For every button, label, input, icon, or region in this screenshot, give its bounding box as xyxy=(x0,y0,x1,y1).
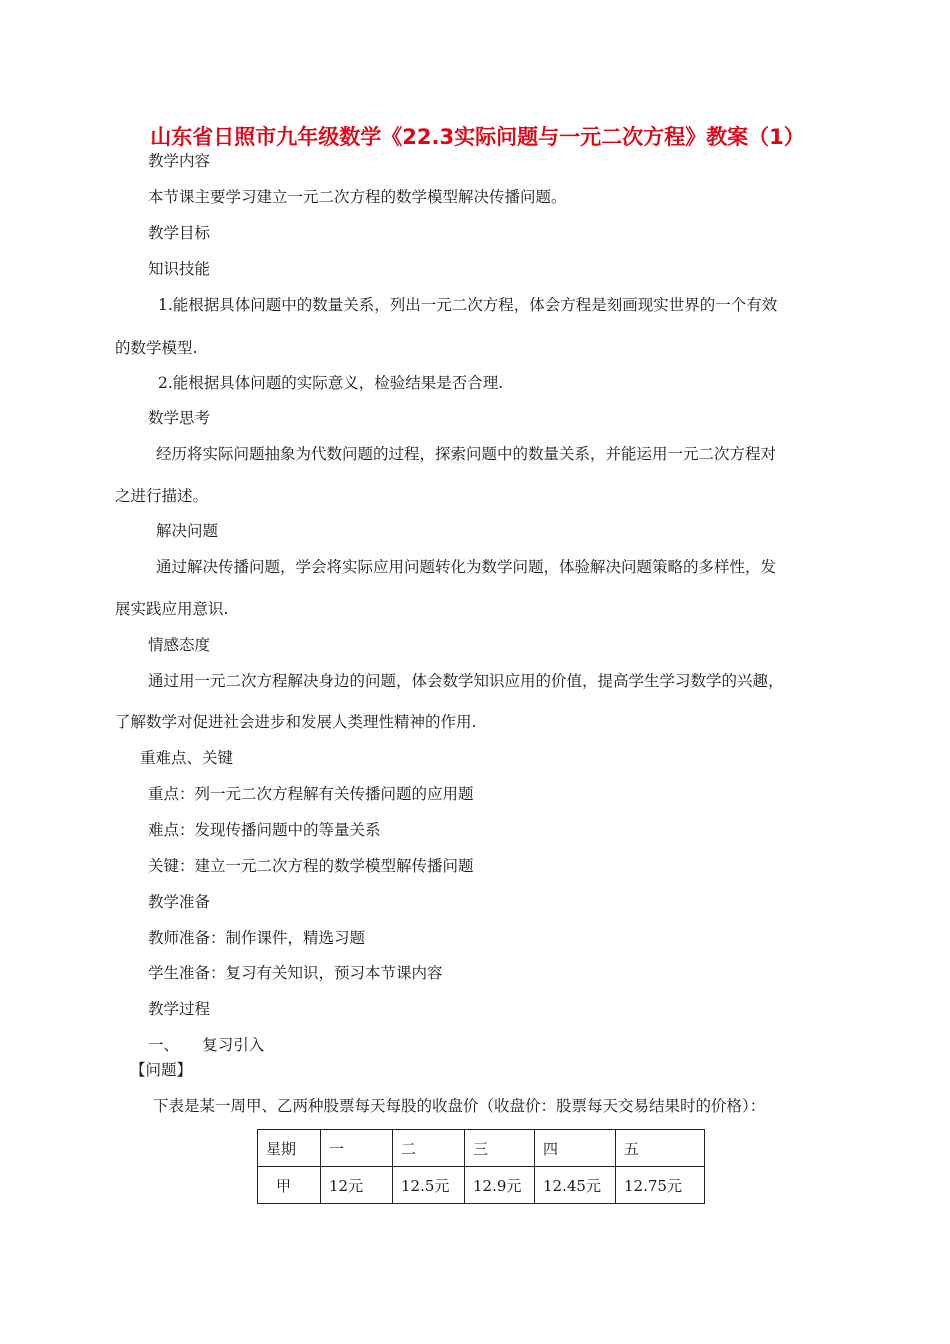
heading-teaching-process: 教学过程 xyxy=(148,1000,211,1018)
paragraph-problem-solving: 通过解决传播问题，学会将实际应用问题转化为数学问题，体验解决问题策略的多样性，发 xyxy=(156,558,777,576)
goal-item-2: 2.能根据具体问题的实际意义，检验结果是否合理. xyxy=(158,374,504,392)
heading-math-thinking: 数学思考 xyxy=(148,409,211,427)
preparation-student: 学生准备：复习有关知识，预习本节课内容 xyxy=(148,964,443,982)
paragraph-math-thinking: 经历将实际问题抽象为代数问题的过程，探索问题中的数量关系，并能运用一元二次方程对 xyxy=(156,445,777,463)
paragraph-content-summary: 本节课主要学习建立一元二次方程的数学模型解决传播问题。 xyxy=(148,188,567,206)
table-row xyxy=(258,1130,705,1167)
paragraph-math-thinking-continued: 之进行描述。 xyxy=(115,487,209,505)
table-cell: 甲 xyxy=(258,1167,321,1204)
key-point-difficulty: 难点：发现传播问题中的等量关系 xyxy=(148,821,381,839)
heading-attitude: 情感态度 xyxy=(148,636,211,654)
heading-problem-solving: 解决问题 xyxy=(156,522,219,540)
table-cell: 12.45元 xyxy=(535,1167,616,1204)
table-cell: 12元 xyxy=(321,1167,393,1204)
table-header-cell: 三 xyxy=(465,1130,535,1167)
paragraph-attitude: 通过用一元二次方程解决身边的问题，体会数学知识应用的价值，提高学生学习数学的兴趣， xyxy=(148,672,784,690)
stock-price-table xyxy=(257,1129,705,1204)
table-row xyxy=(258,1167,705,1204)
key-point-focus: 重点：列一元二次方程解有关传播问题的应用题 xyxy=(148,785,474,803)
table-header-cell: 四 xyxy=(535,1130,616,1167)
heading-knowledge-skills: 知识技能 xyxy=(148,260,211,278)
document-title: 山东省日照市九年级数学《22.3实际问题与一元二次方程》教案（1） xyxy=(150,125,805,149)
label-problem: 【问题】 xyxy=(130,1061,193,1079)
paragraph-attitude-continued: 了解数学对促进社会进步和发展人类理性精神的作用. xyxy=(115,713,477,731)
heading-key-points: 重难点、关键 xyxy=(140,749,234,767)
preparation-teacher: 教师准备：制作课件，精选习题 xyxy=(148,929,366,947)
paragraph-problem-solving-continued: 展实践应用意识. xyxy=(115,600,229,618)
table-cell: 12.5元 xyxy=(393,1167,465,1204)
heading-teaching-goals: 教学目标 xyxy=(148,224,211,242)
table-header-cell: 星期 xyxy=(258,1130,321,1167)
paragraph-problem-statement: 下表是某一周甲、乙两种股票每天每股的收盘价（收盘价：股票每天交易结果时的价格）： xyxy=(153,1097,766,1115)
section-review-intro: 一、 复习引入 xyxy=(148,1036,265,1054)
table-header-cell: 一 xyxy=(321,1130,393,1167)
table-cell: 12.9元 xyxy=(465,1167,535,1204)
key-point-key: 关键：建立一元二次方程的数学模型解传播问题 xyxy=(148,857,474,875)
goal-item-1-continued: 的数学模型. xyxy=(115,339,198,357)
heading-teaching-content: 教学内容 xyxy=(148,152,211,170)
table-header-cell: 五 xyxy=(616,1130,705,1167)
table-header-cell: 二 xyxy=(393,1130,465,1167)
goal-item-1: 1.能根据具体问题中的数量关系，列出一元二次方程，体会方程是刻画现实世界的一个有效 xyxy=(158,296,778,314)
table-cell: 12.75元 xyxy=(616,1167,705,1204)
heading-preparation: 教学准备 xyxy=(148,893,211,911)
